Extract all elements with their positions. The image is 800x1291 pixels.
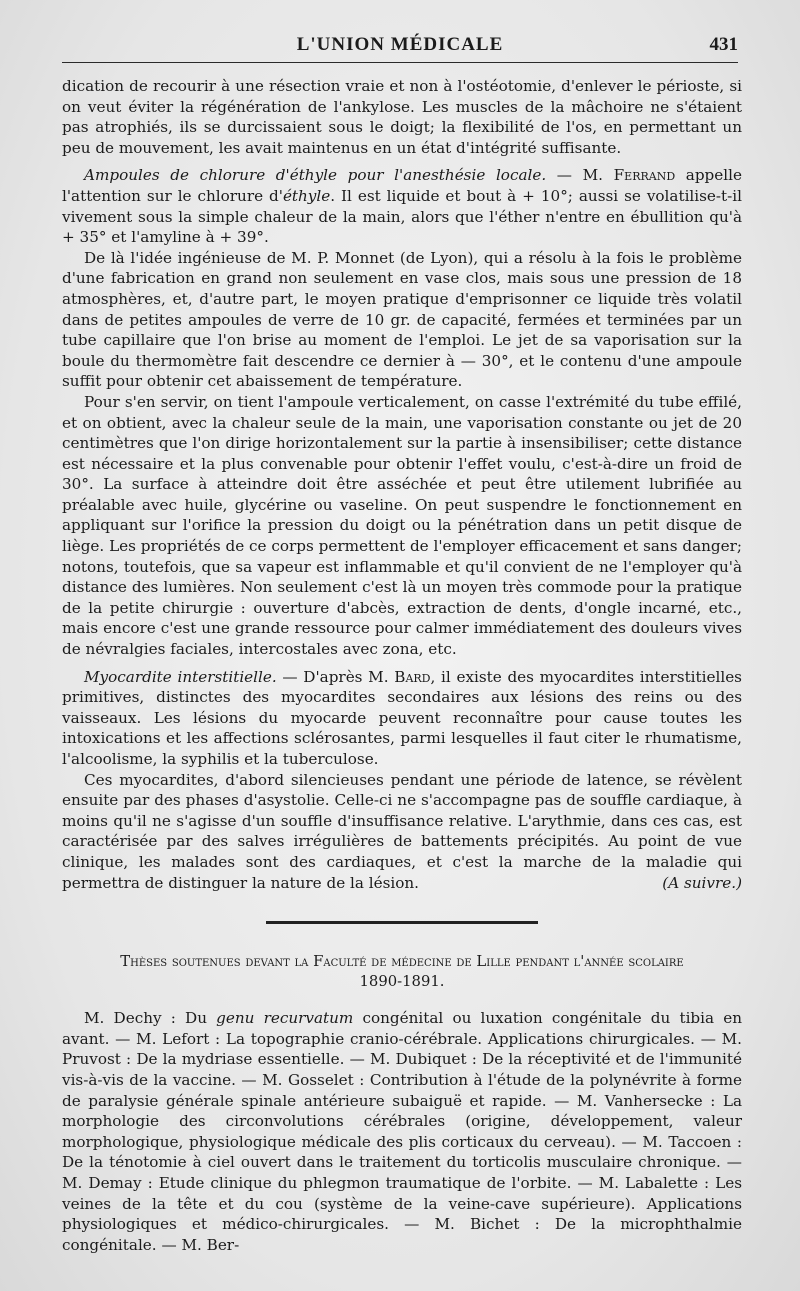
section-divider (266, 921, 538, 924)
running-title: L'UNION MÉDICALE (296, 34, 504, 55)
paragraph-myocardite: Myocardite interstitielle. — D'après M. Bard, il existe des myocardites interstitielles primitives, distinctes des myocardites secondaires aux lésions des reins ou des vaisseaux. Les lésions du myocarde peuvent reconnaître pour cause toutes les intoxications et les affections sclérosantes, parmi lesquelles il faut citer le rhumatisme, l'alcoolisme, la syphilis et la tuberculose. (62, 667, 742, 768)
section-heading-ampoules: Ampoules de chlorure d'éthyle pour l'anesthésie locale. (84, 166, 547, 185)
paragraph-continuation: dication de recourir à une résection vraie et non à l'ostéotomie, d'enlever le périoste, si on veut éviter la régénération de l'ankylose. Les muscles de la mâchoire ne s'étaient pas atrophiés, ils se durcissaient sous le doigt; la flexibilité de l'os, en permettant un peu de mouvement, les avait maintenus en un état d'intégrité suffisante. (62, 77, 742, 157)
a-suivre-note: (A suivre.) (662, 873, 742, 892)
paragraph-theses-list: M. Dechy : Du genu recurvatum congénital ou luxation congénitale du tibia en avant. — M. Lefort : La topographie cranio-cérébrale. Applications chirurgicales. — M. Pruvost : De la mydriase essentielle. — M. Dubiquet : De la réceptivité et de l'immunité vis-à-vis de la vaccine. — M. Gosselet : Contribution à l'étude de la polynévrite à forme de paralysie générale spinale antérieure subaiguë et rapide. — M. Vanhersecke : La morphologie des circonvolutions cérébrales (origine, développement, valeur morphologique, physiologique médicale des plis corticaux du cerveau). — M. Taccoen : De la ténotomie à ciel ouvert dans le traitement du torticolis musculaire chronique. — M. Demay : Etude clinique du phlegmon traumatique de l'orbite. — M. Labalette : Les veines de la tête et du cou (système de la veine-cave supérieure). Applications physiologiques et médico-chirurgicales. — M. Bichet : De la microphthalmie congénitale. — M. Ber- (62, 1009, 742, 1254)
section-year: 1890-1891. (359, 973, 445, 991)
running-header (62, 32, 738, 63)
section-title-theses: Thèses soutenues devant la Faculté de médecine de Lille pendant l'année scolaire 1890-1891. (62, 952, 742, 992)
page-number: 431 (709, 34, 738, 55)
author-name: Ferrand (613, 166, 676, 185)
author-name: Bard (394, 667, 431, 686)
article-body (62, 76, 742, 1255)
paragraph-usage: Pour s'en servir, on tient l'ampoule verticalement, on casse l'extrémité du tube effilé, et on obtient, avec la chaleur seule de la main, une vaporisation constante ou jet de 20 centimètres que l'on dirige horizontalement sur la partie à insensibiliser; cette distance est nécessaire et la plus convenable pour obtenir l'effet voulu, c'est-à-dire un froid de 30°. La surface à atteindre doit être asséchée et peut être utilement lubrifiée au préalable avec huile, glycérine ou vaseline. On peut suspendre le fonctionnement en appliquant sur l'orifice la pression du doigt ou la pénétration dans un petit disque de liège. Les propriétés de ce corps permettent de l'employer efficacement et sans danger; notons, toutefois, que sa vapeur est inflammable et qu'il convient de ne l'employer qu'à distance des lumières. Non seulement c'est là un moyen très commode pour la pratique de la petite chirurgie : ouverture d'abcès, extraction de dents, d'ongle incarné, etc., mais encore c'est une grande ressource pour calmer immédiatement des douleurs vives de névralgies faciales, intercostales avec zona, etc. (62, 392, 742, 659)
section-heading-myocardite: Myocardite interstitielle. (84, 667, 277, 686)
paragraph-monnet: De là l'idée ingénieuse de M. P. Monnet (de Lyon), qui a résolu à la fois le problème d'une fabrication en grand non seulement en vase clos, mais sous une pression de 18 atmosphères, et, d'autre part, le moyen pratique d'emprisonner ce liquide très volatil dans de petites ampoules de verre de 10 gr. de capacité, fermées et terminées par un tube capillaire que l'on brise au moment de l'emploi. Le jet de sa vaporisation sur la boule du thermomètre fait descendre ce dernier à — 30°, et le contenu d'une ampoule suffit pour obtenir cet abaissement de température. (62, 248, 742, 391)
paragraph-ampoules: Ampoules de chlorure d'éthyle pour l'anesthésie locale. — M. Ferrand appelle l'attention sur le chlorure d'éthyle. Il est liquide et bout à + 10°; aussi se volatilise-t-il vivement sous la simple chaleur de la main, alors que l'éther n'entre en ébullition qu'à + 35° et l'amyline à + 39°. (62, 166, 743, 247)
paragraph-asystolie: Ces myocardites, d'abord silencieuses pendant une période de latence, se révèlent ensuite par des phases d'asystolie. Celle-ci ne s'accompagne pas de souffle cardiaque, à moins qu'il ne s'agisse d'un souffle d'insuffisance relative. L'arythmie, dans ces cas, est caractérisée par des salves irrégulières de battements précipités. Au point de vue clinique, les malades sont des cardiaques, et c'est la marche de la maladie qui permettra de distinguer la nature de la lésion. (A suivre.) (62, 770, 742, 892)
